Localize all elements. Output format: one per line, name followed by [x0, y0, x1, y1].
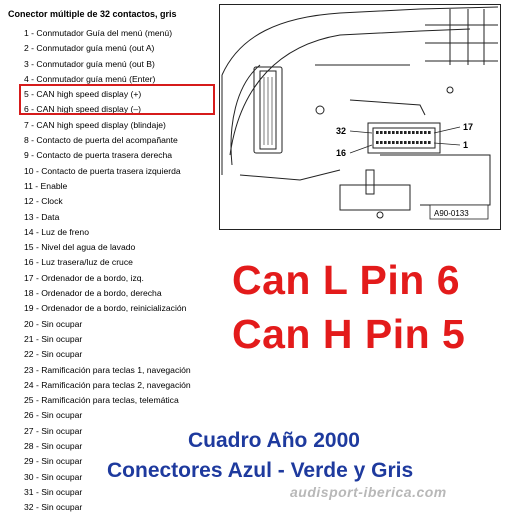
- site-watermark: audisport-iberica.com: [290, 484, 447, 500]
- pin-item: 6 - CAN high speed display (–): [24, 104, 142, 115]
- diagram-label-1: 1: [463, 140, 469, 150]
- pin-item: 27 - Sin ocupar: [24, 425, 83, 436]
- instrument-cluster-diagram: [219, 4, 501, 230]
- pin-item: 32 - Sin ocupar: [24, 502, 83, 513]
- connector-pins: [376, 131, 431, 144]
- diagram-code: A90-0133: [434, 209, 469, 218]
- pin-item: 30 - Sin ocupar: [24, 471, 83, 482]
- pin-item: 3 - Conmutador guía menú (out B): [24, 58, 155, 69]
- pin-item: 24 - Ramificación para teclas 2, navegación: [24, 379, 191, 390]
- pin-item: 31 - Sin ocupar: [24, 486, 83, 497]
- cluster-drawing: [220, 5, 500, 229]
- pin-item: 15 - Nivel del agua de lavado: [24, 242, 136, 253]
- pin-item: 2 - Conmutador guía menú (out A): [24, 43, 155, 54]
- pin-item: 1 - Conmutador Guía del menú (menú): [24, 28, 173, 38]
- diagram-label-17: 17: [463, 122, 474, 132]
- pin-item: 4 - Conmutador guía menú (Enter): [24, 73, 156, 84]
- pin-item: 11 - Enable: [24, 180, 68, 191]
- pin-item: 8 - Contacto de puerta del acompañante: [24, 135, 178, 146]
- cluster-year-caption: Cuadro Año 2000: [188, 429, 360, 452]
- can-h-callout: Can H Pin 5: [232, 311, 466, 357]
- pin-item: 16 - Luz trasera/luz de cruce: [24, 257, 133, 268]
- can-l-callout: Can L Pin 6: [232, 257, 461, 303]
- pin-item: 17 - Ordenador de a bordo, izq.: [24, 272, 144, 283]
- pin-item: 10 - Contacto de puerta trasera izquierda: [24, 165, 181, 176]
- pin-item: 20 - Sin ocupar: [24, 318, 83, 329]
- pin-item: 12 - Clock: [24, 196, 63, 207]
- pin-item: 19 - Ordenador de a bordo, reinicialización: [24, 303, 187, 314]
- pin-item: 23 - Ramificación para teclas 1, navegación: [24, 364, 191, 375]
- pin-item: 22 - Sin ocupar: [24, 349, 83, 360]
- pin-item: 18 - Ordenador de a bordo, derecha: [24, 288, 162, 299]
- pin-item: 5 - CAN high speed display (+): [24, 89, 142, 100]
- pin-item: 29 - Sin ocupar: [24, 456, 83, 467]
- connector-colors-caption: Conectores Azul - Verde y Gris: [107, 459, 414, 482]
- pin-item: 13 - Data: [24, 211, 60, 222]
- page-title: Conector múltiple de 32 contactos, gris: [8, 9, 177, 19]
- pin-item: 21 - Sin ocupar: [24, 333, 83, 344]
- pin-item: 7 - CAN high speed display (blindaje): [24, 119, 166, 130]
- diagram-label-16: 16: [336, 148, 347, 158]
- diagram-label-32: 32: [336, 126, 347, 136]
- can-pins-highlight: [19, 84, 215, 115]
- pin-item: 25 - Ramificación para teclas, telemática: [24, 395, 179, 406]
- pin-item: 26 - Sin ocupar: [24, 410, 83, 421]
- pin-item: 28 - Sin ocupar: [24, 441, 83, 452]
- pin-item: 14 - Luz de freno: [24, 226, 89, 237]
- pin-item: 9 - Contacto de puerta trasera derecha: [24, 150, 173, 161]
